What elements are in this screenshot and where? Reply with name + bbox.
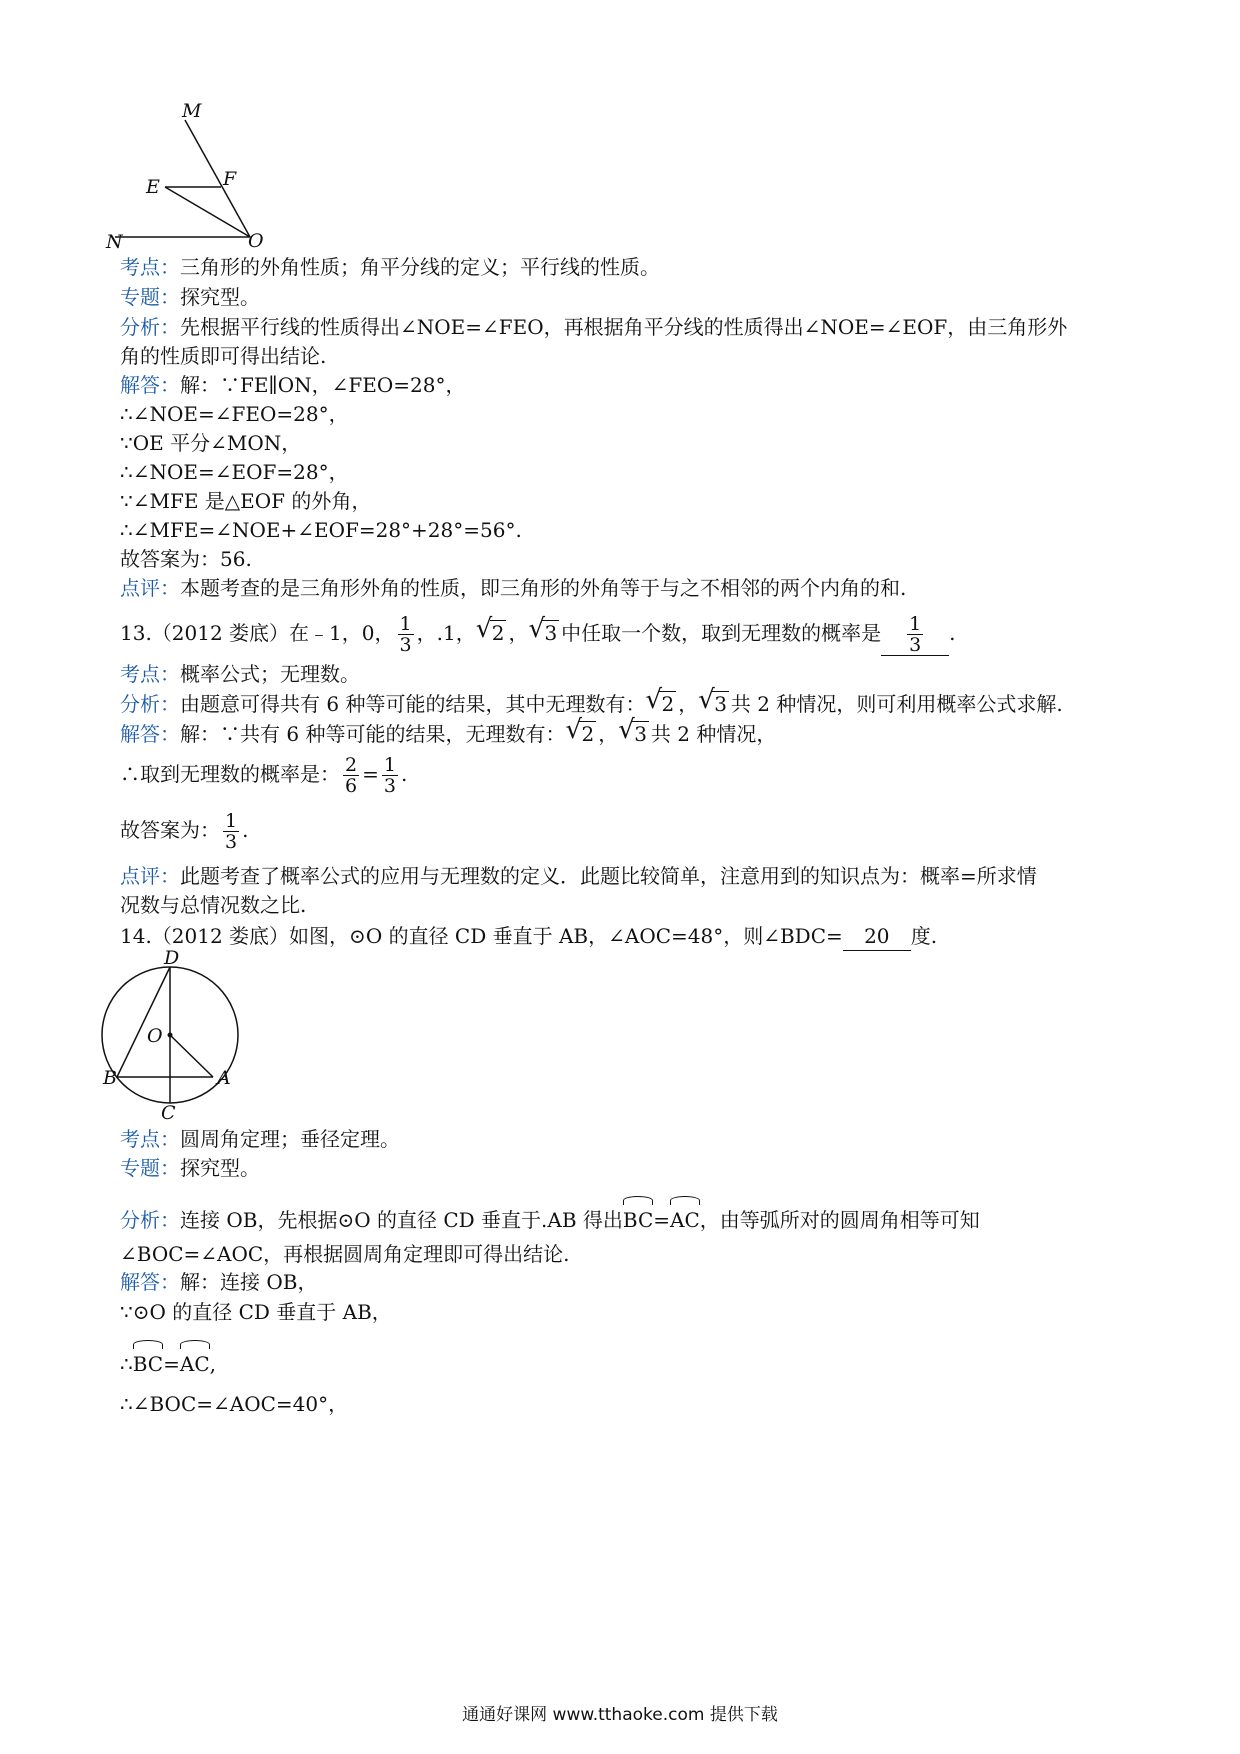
arc-ac: AC <box>670 1196 700 1238</box>
ray-om <box>185 120 250 237</box>
label-o: O <box>147 1025 163 1047</box>
q13-stem: 13.（2012 娄底）在﹣1，0， $\frac{1}{3}$ ，.1，√ 2 ，√ 3 中任取一个数，取到无理数的概率是 $\frac{1}{3}$ . <box>120 613 956 653</box>
q12-fenxi-2: 角的性质即可得出结论. <box>120 344 327 368</box>
q14-jieda: 解答：解：连接 OB， <box>120 1270 318 1294</box>
angle-figure <box>100 95 300 255</box>
q14-fenxi-2: ∠BOC=∠AOC，再根据圆周角定理即可得出结论. <box>120 1242 570 1266</box>
arc-bc: BC <box>623 1196 653 1238</box>
q14-zhuanti: 专题：探究型。 <box>120 1156 260 1180</box>
q14-stem: 14.（2012 娄底）如图，⊙O 的直径 CD 垂直于 AB，∠AOC=48°，则∠BDC= 20 度. <box>120 922 937 951</box>
label-o: O <box>248 230 264 252</box>
answer-blank: $\frac{1}{3}$ <box>881 613 949 656</box>
q14-step: ∴∠BOC=∠AOC=40°， <box>120 1392 349 1416</box>
center-point <box>168 1033 173 1038</box>
q14-fenxi: 分析：连接 OB，先根据⊙O 的直径 CD 垂直于.AB 得出BC=AC，由等弧所对的圆周角相等可知 <box>120 1196 980 1232</box>
q13-fenxi: 分析：由题意可得共有 6 种等可能的结果，其中无理数有：√ 2 ，√ 3 共 2 种情况，则可利用概率公式求解. <box>120 690 1063 718</box>
q12-dianping: 点评：本题考查的是三角形外角的性质，即三角形的外角等于与之不相邻的两个内角的和. <box>120 576 907 600</box>
q14-step: ∴BC=AC, <box>120 1340 216 1376</box>
q12-step: ∴∠NOE=∠EOF=28°， <box>120 460 349 484</box>
circle-figure <box>95 950 265 1120</box>
q13-dianping-2: 况数与总情况数之比. <box>120 893 307 917</box>
sqrt-3: √ 3 <box>530 613 559 653</box>
sqrt-2: √ 2 <box>478 613 507 653</box>
q12-kaodian: 考点：三角形的外角性质；角平分线的定义；平行线的性质。 <box>120 255 660 279</box>
tag-kaodian: 考点： <box>120 255 180 279</box>
footer: 通通好课网 www.tthaoke.com 提供下载 <box>462 1705 778 1725</box>
q12-zhuanti: 专题：探究型。 <box>120 285 260 309</box>
fraction: $\frac{1}{3}$ <box>399 613 412 656</box>
label-f: F <box>223 168 237 190</box>
q14-step: ∵⊙O 的直径 CD 垂直于 AB， <box>120 1300 392 1324</box>
label-d: D <box>164 950 180 969</box>
q13-kaodian: 考点：概率公式；无理数。 <box>120 662 360 686</box>
segment-eo <box>165 187 250 237</box>
q14-kaodian: 考点：圆周角定理；垂径定理。 <box>120 1127 400 1151</box>
answer-blank: 20 <box>843 922 911 951</box>
q13-prob: ∴取到无理数的概率是： $\frac{2}{6}$ = $\frac{1}{3}$ . <box>120 754 408 797</box>
label-e: E <box>146 176 160 198</box>
q13-jieda: 解答：解：∵共有 6 种等可能的结果，无理数有：√ 2 ，√ 3 共 2 种情况， <box>120 720 776 748</box>
label-a: A <box>217 1067 231 1089</box>
q12-step: ∵OE 平分∠MON， <box>120 431 302 455</box>
segment-oa <box>170 1035 213 1077</box>
q12-step: ∴∠NOE=∠FEO=28°， <box>120 402 349 426</box>
q13-answer: 故答案为： $\frac{1}{3}$ . <box>120 810 249 853</box>
label-n: N <box>106 231 123 253</box>
q12-step: ∴∠MFE=∠NOE+∠EOF=28°+28°=56°. <box>120 518 522 542</box>
q12-step: ∵∠MFE 是△EOF 的外角， <box>120 489 372 513</box>
label-m: M <box>182 100 202 122</box>
q12-fenxi: 分析：先根据平行线的性质得出∠NOE=∠FEO，再根据角平分线的性质得出∠NOE=∠EOF，由三角形外 <box>120 315 1068 339</box>
q12-step: 故答案为：56. <box>120 547 252 571</box>
q13-dianping: 点评：此题考查了概率公式的应用与无理数的定义．此题比较简单，注意用到的知识点为：概率=所求情 <box>120 864 1037 888</box>
label-c: C <box>161 1102 176 1120</box>
q12-jieda: 解答：解：∵FE∥ON，∠FEO=28°， <box>120 373 466 397</box>
label-b: B <box>103 1067 117 1089</box>
